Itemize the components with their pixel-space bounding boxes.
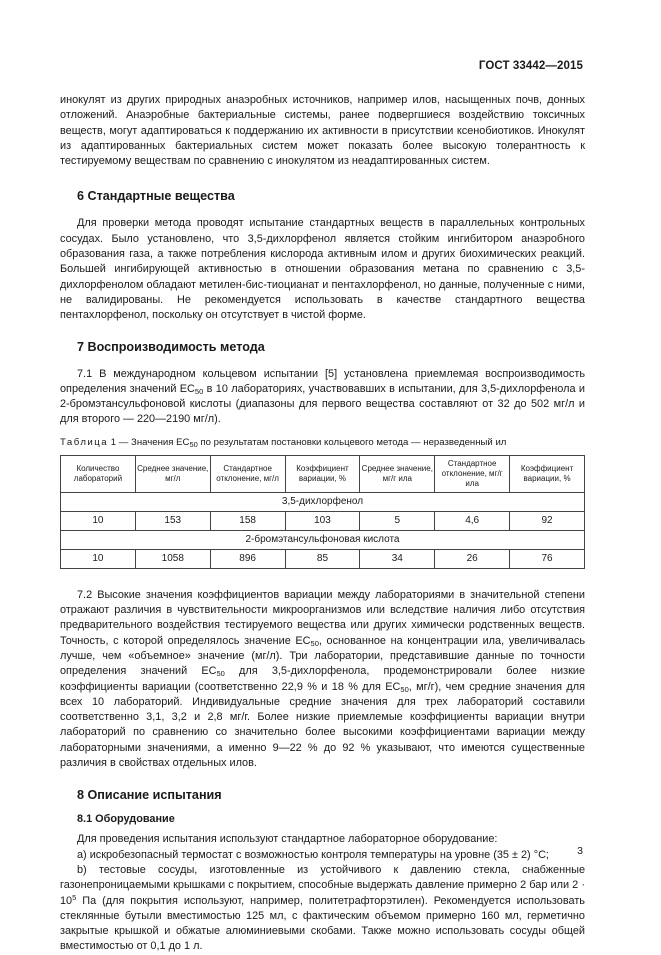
- text: , основанное на концентрации ила, увеличивалась лучше, чем «объемное» значение (мг/л). Три лаборатории, представившие данные по точности определения значений EC: [60, 634, 585, 678]
- text: b) тестовые сосуды, изготовленные из устойчивого к давлению стекла, снабженные газонепроницаемыми крышками с покрытием, способные выдержать давление примерно 2 бар или 2 · 10: [60, 863, 585, 907]
- text: 7.1 В международном кольцевом испытании [5] установлена приемлемая воспроизводимость определения значений EC: [60, 367, 585, 395]
- table-cell: 92: [510, 511, 585, 530]
- text: для 3,5-дихлорфенола, продемонстрировали более низкие коэффициенты вариации (соответственно 22,9 % и 18 % для EC: [60, 665, 585, 693]
- table-cell: 10: [61, 549, 136, 568]
- list-item-b: [60, 863, 585, 955]
- caption-label: Таблица: [60, 436, 109, 448]
- table-header-cell: Среднее значение, мг/г ила: [360, 455, 435, 492]
- superscript: 5: [72, 892, 77, 902]
- table-cell: 4,6: [435, 511, 510, 530]
- table-header-cell: Стандартное отклонение, мг/г ила: [435, 455, 510, 492]
- table-header-row: [61, 455, 585, 492]
- table-header-cell: Среднее значение, мг/л: [135, 455, 210, 492]
- subscript: 50: [194, 386, 204, 396]
- table-cell: 1058: [135, 549, 210, 568]
- subscript: 50: [310, 638, 319, 648]
- page-number: 3: [577, 845, 583, 857]
- table-header-cell: Количество лабораторий: [61, 455, 136, 492]
- subscript: 50: [189, 439, 198, 449]
- group-label: 3,5-дихлорфенол: [61, 492, 585, 511]
- table-group-row: [61, 492, 585, 511]
- paragraph-7-2: [60, 588, 585, 772]
- table-group-row: [61, 530, 585, 549]
- subscript: 50: [216, 669, 225, 679]
- section-7-title: 7 Воспроизводимость метода: [77, 339, 265, 354]
- ec50-table: [60, 455, 585, 569]
- text: 1 — Значения EC: [108, 436, 190, 448]
- table-caption: [60, 436, 585, 449]
- table-cell: 103: [285, 511, 360, 530]
- table-row: [61, 549, 585, 568]
- equipment-intro: Для проведения испытания используют стандартное лабораторное оборудование:: [77, 833, 498, 846]
- table-cell: 34: [360, 549, 435, 568]
- text: по результатам постановки кольцевого метода — неразведенный ил: [197, 436, 507, 448]
- table-cell: 26: [435, 549, 510, 568]
- section-6-paragraph: Для проверки метода проводят испытание стандартных веществ в параллельных контрольных сосудах. Было установлено, что 3,5-дихлорфенол является стойким ингибитором анаэробного образования газа, а также потребления кислорода активным илом и других биохимических реакций. Большей ингибирующей активностью в отношении образования метана по сравнению с 3,5-дихлорфенолом обладают метилен-бис-тиоцианат и пентахлорфенол, но данные, полученные с ними, не валидированы. Не рекомендуется использовать в качестве стандартного вещества пентахлорфенол, поскольку он отсутствует в чистой форме.: [60, 217, 585, 322]
- text: 7.2 Высокие значения коэффициентов вариации между лабораториями в значительной степени отражают различия в чувствительности микроорганизмов или вследствие наличия либо отсутствия предварительного воздействия тестируемого вещества или других химически родственных веществ. Точность, с которой определялось значение EC: [60, 588, 585, 647]
- table-cell: 10: [61, 511, 136, 530]
- text: , мг/г), чем средние значения для всех 10 лабораторий. Индивидуальные средние значения для трех лабораторий составили соответственно 3,1, 3,2 и 2,8 мг/г. Более низкие приемлемые коэффициенты вариации внутри лабораторий по сравнению со значительно более высокими коэффициентами вариации между лабораторными значениями, а именно 9—22 % до 92 % указывают, что имеются существенные различия в свойствах отдельных илов.: [60, 680, 585, 770]
- section-6-title: 6 Стандартные вещества: [77, 189, 235, 204]
- paragraph-7-1: [60, 367, 585, 428]
- text: Па (для покрытия используют, например, политетрафторэтилен). Рекомендуется использовать стеклянные бутыли вместимостью 125 мл, с фактическим объемом примерно 160 мл, герметично закрытые крышкой и обжатые алюминиевыми скобами. Также можно использовать сосуды общей вместимостью от 0,1 до 1 л.: [60, 894, 585, 953]
- text: в 10 лабораториях, участвовавших в испытании, для 3,5-дихлорфенола и 2-бромэтансульфоновой кислоты (диапазоны для первого вещества составляют от 32 до 502 мг/л и для второго — 220—2190 мг/л).: [60, 382, 585, 426]
- subscript: 50: [400, 684, 409, 694]
- document-header: ГОСТ 33442—2015: [478, 60, 583, 72]
- table-cell: 153: [135, 511, 210, 530]
- table-cell: 5: [360, 511, 435, 530]
- list-item-a: а) искробезопасный термостат с возможностью контроля температуры на уровне (35 ± 2) °С;: [77, 848, 549, 861]
- group-label: 2-бромэтансульфоновая кислота: [61, 530, 585, 549]
- table-row: [61, 511, 585, 530]
- table-header-cell: Коэффициент вариации, %: [285, 455, 360, 492]
- table-cell: 896: [210, 549, 285, 568]
- table-cell: 85: [285, 549, 360, 568]
- table-header-cell: Коэффициент вариации, %: [510, 455, 585, 492]
- intro-paragraph: инокулят из других природных анаэробных источников, например илов, насыщенных почв, донных отложений. Анаэробные бактериальные системы, ранее подвергшиеся воздействию токсичных веществ, могут адаптироваться к поддержанию их активности в присутствии ксенобиотиков. Инокулят из адаптированных бактериальных систем может показать более высокую толерантность к тестируемому веществам по сравнению с инокулятом из неадаптированных систем.: [60, 94, 585, 168]
- subsection-8-1-title: 8.1 Оборудование: [77, 813, 175, 826]
- table-header-cell: Стандартное отклонение, мг/л: [210, 455, 285, 492]
- table-cell: 158: [210, 511, 285, 530]
- section-8-title: 8 Описание испытания: [77, 788, 222, 803]
- table-cell: 76: [510, 549, 585, 568]
- page-content: [60, 93, 585, 955]
